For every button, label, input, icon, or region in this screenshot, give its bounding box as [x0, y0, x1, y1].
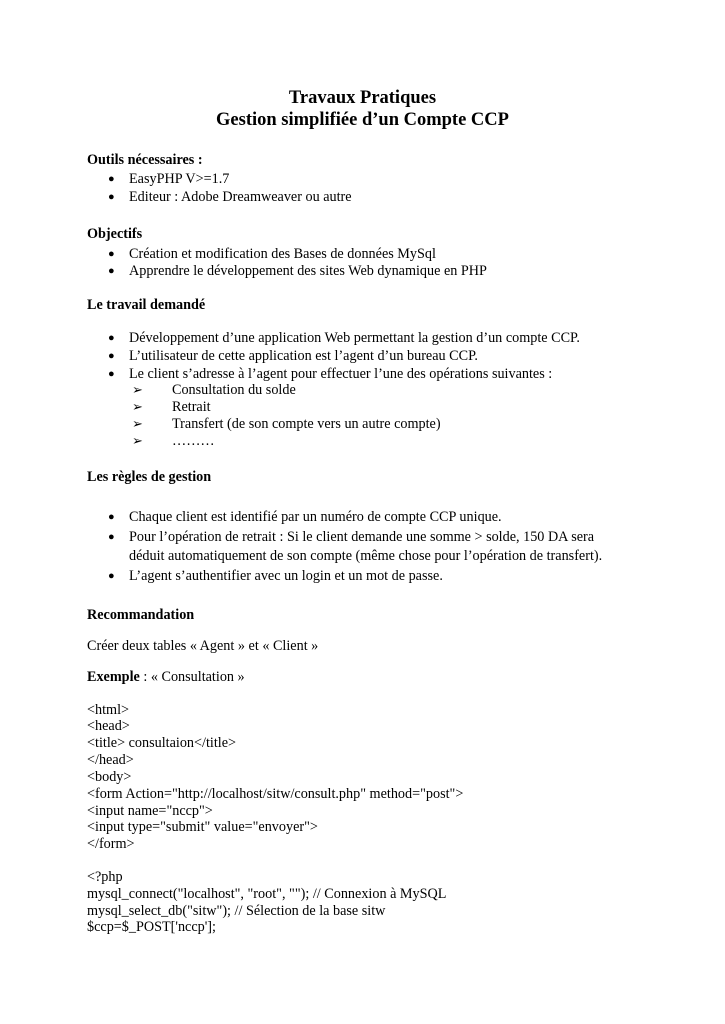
code-line: <input type="submit" value="envoyer"> — [87, 819, 318, 835]
bullet-icon: ● — [108, 173, 115, 185]
section-heading-outils: Outils nécessaires : — [87, 152, 203, 168]
bullet-icon: ● — [108, 332, 115, 344]
document-subtitle: Gestion simplifiée d’un Compte CCP — [216, 110, 509, 130]
code-line: <?php — [87, 869, 123, 885]
section-heading-recommandation: Recommandation — [87, 607, 195, 623]
code-line: $ccp=$_POST['nccp']; — [87, 919, 216, 935]
exemple-label: Exemple — [87, 669, 140, 685]
arrowhead-icon: ➢ — [132, 382, 143, 397]
code-line: </form> — [87, 836, 135, 852]
recommandation-text: Créer deux tables « Agent » et « Client » — [87, 638, 319, 654]
bullet-icon: ● — [108, 511, 115, 523]
section-heading-objectifs: Objectifs — [87, 226, 143, 242]
arrowhead-icon: ➢ — [132, 416, 143, 431]
section-heading-regles: Les règles de gestion — [87, 469, 212, 485]
bullet-icon: ● — [108, 368, 115, 380]
code-line: mysql_connect("localhost", "root", ""); // Connexion à MySQL — [87, 886, 447, 902]
code-line: <html> — [87, 702, 130, 718]
document-title: Travaux Pratiques — [288, 88, 437, 108]
bullet-icon: ● — [108, 265, 115, 277]
code-line: mysql_select_db("sitw"); // Sélection de la base sitw — [87, 903, 386, 919]
arrowhead-icon: ➢ — [132, 433, 143, 448]
exemple-line — [87, 668, 245, 686]
code-line: <head> — [87, 718, 130, 734]
bullet-icon: ● — [108, 531, 115, 543]
document-page: Travaux Pratiques Gestion simplifiée d’un Compte CCP Outils nécessaires : ● EasyPHP V>=1.7 ● Editeur : Adobe Dreamweaver ou autre Objectifs ● Création et modification des Bases de données MySql ● Apprendre le développement des sites Web dynamique en PHP Le travail demandé ● Développement d’une application Web permettant la gestion d’un compte CCP. ● L’utilisateur de cette application est l’agent d’un bureau CCP. ● Le client s’adresse à l’agent pour effectuer l’une des opérations suivantes : ➢ Consultation du solde ➢ Retrait ➢ Transfert (de son compte vers un autre compte) ➢ ……… Les règles de gestion ● Chaque client est identifié par un numéro de compte CCP unique. ● Pour l’opération de retrait : Si le client demande une somme > solde, 150 DA sera déduit automatiquement de son compte (même chose pour l’opération de transfert). ● L’agent s’authentifier avec un login et un mot de passe. Recommandation Créer deux tables « Agent » et « Client » Exemple : « Consultation » <html> <head> <title> consultaion</title> </head> <body> <form Action="http://localhost/sitw/consult.php" method="post"> <input name="nccp"> <input type="submit" value="envoyer"> </form> <?php mysql_connect("localhost", "root", ""); // Connexion à MySQL mysql_select_db("sitw"); // Sélection de la base sitw $ccp=$_POST['nccp']; — [0, 0, 725, 1024]
code-line: <body> — [87, 769, 132, 785]
exemple-text: : « Consultation » — [139, 669, 245, 685]
bullet-icon: ● — [108, 570, 115, 582]
code-line: </head> — [87, 752, 134, 768]
bullet-icon: ● — [108, 350, 115, 362]
arrowhead-icon: ➢ — [132, 399, 143, 414]
code-line: <input name="nccp"> — [87, 803, 213, 819]
section-heading-travail: Le travail demandé — [87, 297, 206, 313]
bullet-icon: ● — [108, 248, 115, 260]
code-line: <title> consultaion</title> — [87, 735, 237, 751]
bullet-icon: ● — [108, 191, 115, 203]
code-line: <form Action="http://localhost/sitw/consult.php" method="post"> — [87, 786, 464, 802]
